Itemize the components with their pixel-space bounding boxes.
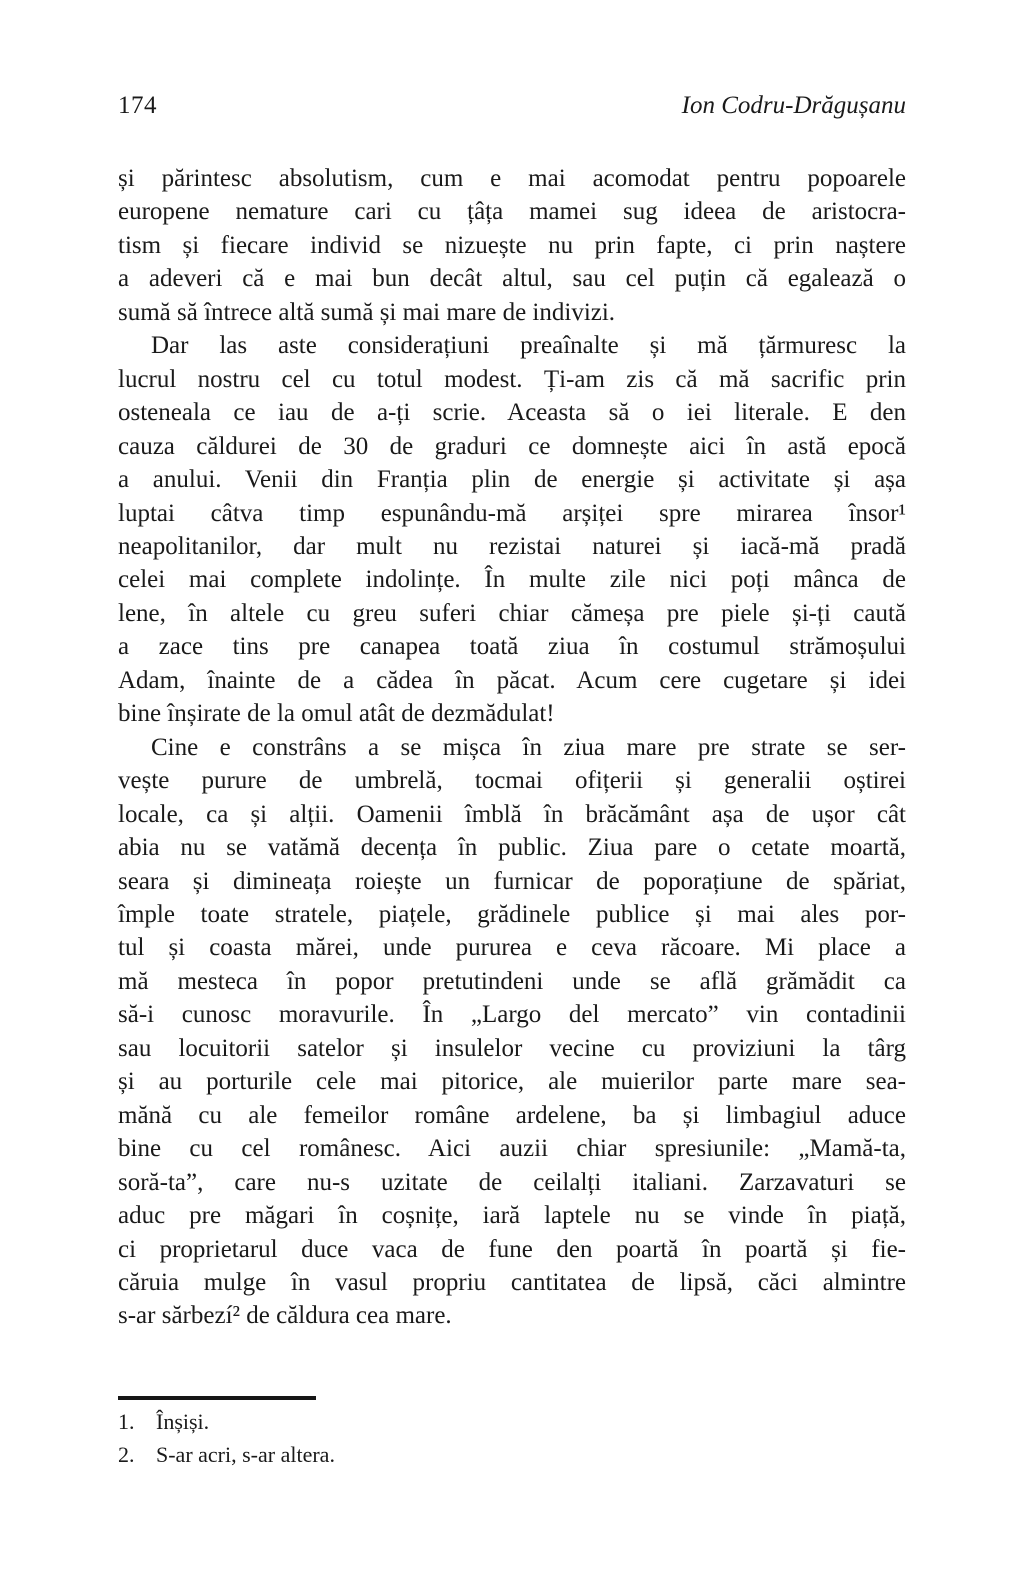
footnote-text: Înșiși. — [156, 1408, 210, 1434]
paragraph — [118, 329, 906, 730]
footnote-text: S-ar acri, s-ar altera. — [156, 1441, 335, 1467]
footnote-item — [118, 1405, 906, 1438]
text-line: s-ar sărbezí² de căldura cea mare. — [118, 1302, 452, 1330]
text-line: mă mesteca în popor pretutindeni unde se află grămădit ca — [118, 967, 906, 995]
footnote-item — [118, 1438, 906, 1471]
text-line: seara și dimineața roiește un furnicar de poporațiune de spăriat, — [118, 867, 906, 895]
text-line: și au porturile cele mai pitorice, ale muierilor parte mare sea- — [118, 1068, 906, 1096]
text-line: abia nu se vatămă decența în public. Ziua pare o cetate moartă, — [118, 834, 906, 862]
footnote-number: 1. — [118, 1408, 135, 1434]
text-line: Cine e constrâns a se mișca în ziua mare pre strate se ser- — [151, 733, 906, 761]
page-number: 174 — [118, 92, 157, 119]
text-line: osteneala ce iau de a-ți scrie. Aceasta să o iei literale. E den — [118, 399, 906, 427]
text-line: a adeveri că e mai bun decât altul, sau cel puțin că egalează o — [118, 265, 906, 293]
text-line: lucrul nostru cel cu totul modest. Ți-am zis că mă sacrific prin — [118, 365, 906, 393]
paragraph — [118, 162, 906, 329]
text-line: și părintesc absolutism, cum e mai acomodat pentru popoarele — [118, 165, 906, 192]
text-line: a anului. Venii din Franția plin de energie și activitate și așa — [118, 466, 906, 494]
text-line: ci proprietarul duce vaca de fune den poartă în poartă și fie- — [118, 1235, 906, 1263]
running-header-author: Ion Codru-Drăgușanu — [681, 92, 906, 119]
running-header — [118, 92, 906, 120]
text-line: sau locuitorii satelor și insulelor vecine cu proviziuni la târg — [118, 1034, 906, 1062]
text-line: vește purure de umbrelă, tocmai ofițerii și generalii oștirei — [118, 767, 906, 795]
text-line: a zace tins pre canapea toată ziua în costumul strămoșului — [118, 633, 906, 661]
text-line: Adam, înainte de a cădea în păcat. Acum cere cugetare și idei — [118, 666, 906, 694]
text-line: să-i cunosc moravurile. În „Largo del mercato” vin contadinii — [118, 1001, 906, 1029]
paragraph — [118, 731, 906, 1333]
text-line: tul și coasta mărei, unde pururea e ceva răcoare. Mi place a — [118, 934, 906, 962]
text-line: lene, în altele cu greu suferi chiar cămeșa pre piele și-ți caută — [118, 599, 906, 627]
text-line: celei mai complete indolințe. În multe zile nici poți mânca de — [118, 566, 906, 594]
text-line: sumă să întrece altă sumă și mai mare de indivizi. — [118, 298, 616, 326]
text-line: europene nemature cari cu țâța mamei sug ideea de aristocra- — [118, 198, 906, 226]
footnote-list — [118, 1405, 906, 1471]
page-container — [118, 92, 906, 1471]
text-line: soră-ta”, care nu-s uzitate de ceilalți italiani. Zarzavaturi se — [118, 1168, 906, 1196]
footnote-number: 2. — [118, 1441, 135, 1467]
text-line: căruia mulge în vasul propriu cantitatea de lipsă, căci almintre — [118, 1268, 906, 1296]
text-line: Dar las aste considerațiuni preaînalte și mă țărmuresc la — [151, 332, 906, 360]
text-line: cauza căldurei de 30 de graduri ce domnește aici în astă epocă — [118, 432, 906, 460]
text-line: locale, ca și alții. Oamenii îmblă în brăcământ așa de ușor cât — [118, 800, 906, 828]
text-line: aduc pre măgari în coșnițe, iară laptele nu se vinde în piață, — [118, 1202, 906, 1230]
text-line: bine înșirate de la omul atât de dezmădulat! — [118, 700, 555, 728]
body-text — [118, 162, 906, 1333]
text-line: împle toate stratele, piațele, grădinele publice și mai ales por- — [118, 900, 906, 928]
footnotes-section — [118, 1396, 906, 1471]
footnote-divider-rule — [118, 1396, 316, 1400]
text-line: neapolitanilor, dar mult nu rezistai naturei și iacă-mă pradă — [118, 532, 906, 560]
text-line: tism și fiecare individ se nizuește nu prin fapte, ci prin naștere — [118, 231, 906, 259]
text-line: mănă cu ale femeilor române ardelene, ba și limbagiul aduce — [118, 1101, 906, 1129]
text-line: luptai câtva timp espunându-mă arșiței spre mirarea însor¹ — [118, 499, 906, 527]
text-line: bine cu cel românesc. Aici auzii chiar spresiunile: „Mamă-ta, — [118, 1135, 906, 1163]
